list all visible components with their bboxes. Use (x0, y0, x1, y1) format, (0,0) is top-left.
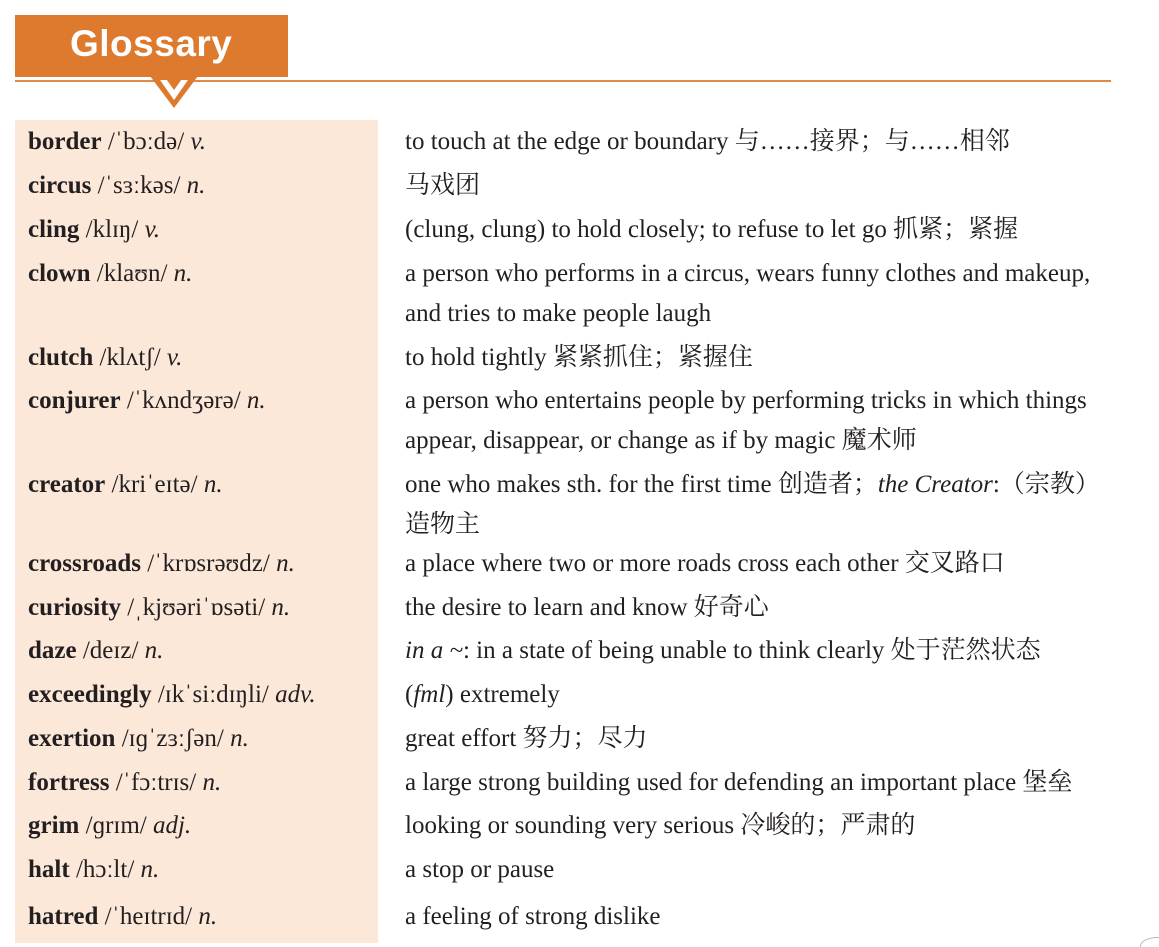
definition-segment: to hold tightly 紧紧抓住；紧握住 (405, 344, 753, 371)
entry-definition (405, 254, 1110, 334)
entry-definition (405, 544, 1110, 584)
definition-segment: (clung, clung) to hold closely; to refuse to let go 抓紧；紧握 (405, 216, 1019, 243)
definition-segment: to touch at the edge or boundary 与……接界；与……相邻 (405, 128, 1010, 155)
part-of-speech: n. (203, 471, 223, 498)
headword: circus (28, 172, 92, 199)
entry-term (28, 806, 191, 846)
definition-italic-segment: in a ~ (405, 637, 463, 664)
definition-segment: ) extremely (445, 681, 560, 708)
headword: daze (28, 637, 77, 664)
headword: hatred (28, 903, 99, 930)
pronunciation: /kriˈeɪtə/ (111, 471, 198, 498)
entry-term (28, 254, 192, 294)
part-of-speech: n. (186, 172, 206, 199)
definition-segment: 马戏团 (405, 172, 481, 199)
entry-definition (405, 897, 1110, 937)
part-of-speech: n. (230, 725, 249, 752)
pronunciation: /ˈkʌndʒərə/ (126, 387, 241, 414)
headword: conjurer (28, 387, 121, 414)
definition-segment: a stop or pause (405, 856, 555, 883)
headword: grim (28, 812, 80, 839)
headword: border (28, 128, 102, 155)
headword: exceedingly (28, 681, 152, 708)
part-of-speech: n. (271, 594, 291, 621)
entry-term (28, 850, 159, 890)
headword: exertion (28, 725, 116, 752)
definition-segment: : in a state of being unable to think clearly 处于茫然状态 (462, 637, 1041, 664)
entry-term (28, 897, 217, 937)
headword: clutch (28, 344, 94, 371)
entry-definition (405, 675, 1110, 715)
definition-italic-segment: fml (413, 681, 446, 708)
page-corner-mark (1140, 937, 1159, 947)
definition-segment: :（宗教）造物主 (405, 471, 1100, 538)
pronunciation: /ˈsɜːkəs/ (97, 172, 181, 199)
definition-segment: a person who entertains people by performing tricks in which things appear, disappear, or change as if by magic 魔术师 (405, 387, 1087, 454)
entry-definition (405, 166, 1110, 206)
definition-segment: one who makes sth. for the first time 创造者； (405, 471, 878, 498)
pronunciation: /klaʊn/ (96, 260, 168, 287)
definition-segment: great effort 努力；尽力 (405, 725, 648, 752)
headword: clown (28, 260, 91, 287)
pronunciation: /klɪŋ/ (85, 216, 139, 243)
entry-definition (405, 381, 1110, 461)
pronunciation: /ˈheɪtrɪd/ (104, 903, 193, 930)
part-of-speech: v. (166, 344, 183, 371)
part-of-speech: n. (173, 260, 193, 287)
part-of-speech: n. (198, 903, 218, 930)
entry-term (28, 210, 160, 250)
pronunciation: /ˈfɔːtrɪs/ (115, 769, 197, 796)
definition-italic-segment: the Creator (877, 471, 993, 498)
pronunciation: /hɔːlt/ (75, 856, 135, 883)
entry-term (28, 338, 182, 378)
headword: cling (28, 216, 80, 243)
part-of-speech: n. (276, 550, 295, 577)
pronunciation: /ˌkjʊəriˈɒsəti/ (127, 594, 266, 621)
pronunciation: /ɪɡˈzɜːʃən/ (121, 725, 224, 752)
entry-term (28, 166, 205, 206)
entry-term (28, 588, 290, 628)
entry-definition (405, 631, 1110, 671)
part-of-speech: adv. (275, 681, 316, 708)
header-pointer-arrow (150, 76, 198, 112)
pronunciation: /klʌtʃ/ (99, 344, 161, 371)
entry-definition (405, 588, 1110, 628)
entry-term (28, 122, 206, 162)
entry-definition (405, 210, 1110, 250)
headword: curiosity (28, 594, 122, 621)
part-of-speech: adj. (152, 812, 192, 839)
definition-segment: the desire to learn and know 好奇心 (405, 594, 769, 621)
definition-segment: looking or sounding very serious 冷峻的；严肃的 (405, 812, 916, 839)
part-of-speech: n. (144, 637, 164, 664)
headword: halt (28, 856, 70, 883)
part-of-speech: n. (140, 856, 160, 883)
part-of-speech: n. (246, 387, 266, 414)
entry-definition (405, 122, 1110, 162)
definition-segment: a place where two or more roads cross each other 交叉路口 (405, 550, 1005, 577)
entry-definition (405, 338, 1110, 378)
entry-term (28, 675, 316, 715)
entry-definition (405, 763, 1110, 803)
entry-term (28, 763, 221, 803)
definition-segment: a feeling of strong dislike (405, 903, 661, 930)
headword: fortress (28, 769, 110, 796)
part-of-speech: v. (144, 216, 161, 243)
entry-term (28, 465, 223, 505)
pronunciation: /ɪkˈsiːdɪŋli/ (157, 681, 269, 708)
entry-term (28, 631, 163, 671)
entry-definition (405, 465, 1110, 545)
pronunciation: /ˈbɔːdə/ (107, 128, 185, 155)
headword: crossroads (28, 550, 141, 577)
definition-segment: a large strong building used for defending an important place 堡垒 (405, 769, 1073, 796)
definition-segment: a person who performs in a circus, wears funny clothes and makeup, and tries to make people laugh (405, 260, 1091, 327)
entry-term (28, 381, 266, 421)
pronunciation: /deɪz/ (82, 637, 139, 664)
definition-segment: ( (405, 681, 414, 708)
entry-definition (405, 850, 1110, 890)
part-of-speech: v. (190, 128, 206, 155)
entry-definition (405, 806, 1110, 846)
entry-term (28, 719, 249, 759)
pronunciation: /ɡrɪm/ (85, 812, 147, 839)
entry-definition (405, 719, 1110, 759)
glossary-title: Glossary (70, 23, 233, 64)
entry-term (28, 544, 295, 584)
pronunciation: /ˈkrɒsrəʊdz/ (147, 550, 270, 577)
part-of-speech: n. (202, 769, 222, 796)
headword: creator (28, 471, 106, 498)
